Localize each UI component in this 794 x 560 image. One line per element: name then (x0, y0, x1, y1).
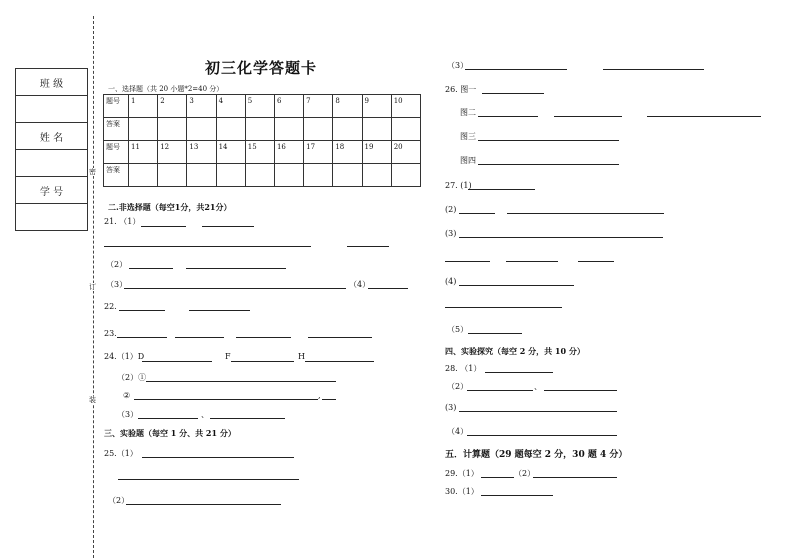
q25-1-label: 25.（1） (104, 449, 138, 458)
q3-label: （3） (447, 61, 469, 70)
q-number: 14 (216, 141, 245, 164)
answer-line[interactable] (478, 140, 619, 141)
answer-cell[interactable] (391, 118, 420, 141)
class-field[interactable] (16, 96, 88, 123)
q21-2-label: （2） (106, 260, 128, 269)
name-field[interactable] (16, 150, 88, 177)
id-label: 学 号 (16, 177, 88, 204)
q24-2b-label: ② (123, 391, 131, 400)
q24-h-label: H (298, 352, 305, 361)
answer-cell[interactable] (129, 164, 158, 187)
answer-cell[interactable] (304, 164, 333, 187)
row-label-question: 题号 (104, 141, 129, 164)
answer-line[interactable] (126, 504, 281, 505)
q-number: 1 (129, 95, 158, 118)
q-number: 8 (333, 95, 362, 118)
q-number: 3 (187, 95, 216, 118)
answer-cell[interactable] (129, 118, 158, 141)
answer-line[interactable] (189, 310, 250, 311)
q27-5-label: （5） (447, 325, 469, 334)
id-field[interactable] (16, 204, 88, 231)
q21-3-label: （3） (106, 280, 128, 289)
q27-2-label: (2) (445, 205, 457, 214)
answer-line[interactable] (481, 495, 553, 496)
answer-cell[interactable] (362, 164, 391, 187)
answer-line[interactable] (210, 418, 285, 419)
q23-label: 23. (104, 329, 117, 338)
answer-line[interactable] (481, 477, 514, 478)
q27-3-label: (3) (445, 229, 457, 238)
answer-cell[interactable] (391, 164, 420, 187)
answer-cell[interactable] (187, 118, 216, 141)
answer-cell[interactable] (187, 164, 216, 187)
answer-cell[interactable] (216, 164, 245, 187)
answer-line[interactable] (322, 399, 336, 400)
q28-2-label: （2） (447, 382, 469, 391)
answer-line[interactable] (647, 116, 761, 117)
q22-label: 22. (104, 302, 117, 311)
fig2-label: 图二 (460, 108, 476, 117)
q-number: 19 (362, 141, 391, 164)
answer-line[interactable] (117, 337, 167, 338)
answer-line[interactable] (482, 93, 544, 94)
answer-line[interactable] (459, 213, 495, 214)
q-number: 12 (158, 141, 187, 164)
q24-2b-comma: , (318, 391, 321, 400)
q-number: 7 (304, 95, 333, 118)
answer-line[interactable] (467, 390, 533, 391)
answer-line[interactable] (118, 479, 299, 480)
answer-line[interactable] (142, 361, 212, 362)
q-number: 20 (391, 141, 420, 164)
answer-line[interactable] (347, 246, 389, 247)
row-label-question: 题号 (104, 95, 129, 118)
answer-line[interactable] (124, 288, 346, 289)
answer-line[interactable] (507, 213, 664, 214)
q-number: 11 (129, 141, 158, 164)
q26-label: 26. 图一 (445, 85, 477, 94)
answer-line[interactable] (459, 237, 663, 238)
q28-2-sep: 、 (534, 382, 542, 391)
section4-heading: 四、实验探究（每空 2 分，共 10 分） (445, 346, 585, 356)
answer-line[interactable] (308, 337, 372, 338)
answer-line[interactable] (138, 418, 198, 419)
answer-cell[interactable] (158, 164, 187, 187)
answer-line[interactable] (445, 307, 562, 308)
q28-4-label: （4） (447, 427, 469, 436)
q28-3-label: (3) (445, 403, 457, 412)
answer-line[interactable] (478, 116, 538, 117)
answer-line[interactable] (465, 69, 567, 70)
answer-cell[interactable] (158, 118, 187, 141)
name-label: 姓 名 (16, 123, 88, 150)
answer-line[interactable] (445, 261, 490, 262)
section1-heading: 一、选择题（共 20 小题*2=40 分） (108, 85, 224, 93)
section2-heading: 二.非选择题（每空1分，共21分） (108, 202, 232, 212)
q29-2-label: （2） (514, 469, 536, 478)
q21-4-label: （4） (349, 280, 371, 289)
answer-line[interactable] (533, 477, 617, 478)
q21-1-label: 21. （1） (104, 217, 141, 226)
student-info-table (15, 68, 88, 231)
answer-line[interactable] (175, 337, 224, 338)
q-number: 10 (391, 95, 420, 118)
answer-line[interactable] (578, 261, 614, 262)
q-number: 15 (245, 141, 274, 164)
answer-line[interactable] (603, 69, 704, 70)
answer-line[interactable] (142, 457, 294, 458)
q24-1-label: 24.（1）D (104, 352, 145, 361)
q28-1-label: 28. （1） (445, 364, 482, 373)
answer-line[interactable] (119, 310, 165, 311)
row-label-answer: 答案 (104, 118, 129, 141)
q-number: 16 (274, 141, 303, 164)
answer-cell[interactable] (216, 118, 245, 141)
answer-line[interactable] (202, 226, 254, 227)
answer-line[interactable] (305, 361, 374, 362)
answer-cell[interactable] (333, 164, 362, 187)
answer-cell[interactable] (333, 118, 362, 141)
fig4-label: 图四 (460, 156, 476, 165)
answer-cell[interactable] (245, 164, 274, 187)
section3-heading: 三、实验题（每空 1 分、共 21 分） (104, 428, 236, 438)
answer-line[interactable] (129, 268, 173, 269)
binding-char-mi: 密 (89, 168, 96, 176)
q27-1-label: 27. (1) (445, 181, 472, 190)
answer-line[interactable] (485, 372, 553, 373)
class-label: 班 级 (16, 69, 88, 96)
q24-2-label: （2）① (117, 373, 147, 382)
answer-cell[interactable] (274, 164, 303, 187)
answer-line[interactable] (478, 164, 619, 165)
q27-4-label: (4) (445, 277, 457, 286)
page-title: 初三化学答题卡 (205, 59, 318, 77)
answer-line[interactable] (459, 411, 617, 412)
answer-line[interactable] (467, 435, 617, 436)
answer-line[interactable] (368, 288, 408, 289)
answer-cell[interactable] (274, 118, 303, 141)
answer-line[interactable] (468, 333, 522, 334)
answer-line[interactable] (104, 246, 311, 247)
q25-2-label: （2） (108, 496, 130, 505)
q30-1-label: 30.（1） (445, 487, 479, 496)
answer-line[interactable] (554, 116, 622, 117)
answer-line[interactable] (236, 337, 291, 338)
answer-cell[interactable] (304, 118, 333, 141)
q24-3-label: （3） (117, 410, 139, 419)
answer-line[interactable] (506, 261, 558, 262)
answer-line[interactable] (468, 189, 535, 190)
choice-answer-grid (103, 94, 421, 187)
q-number: 9 (362, 95, 391, 118)
q-number: 4 (216, 95, 245, 118)
fig3-label: 图三 (460, 132, 476, 141)
q-number: 6 (274, 95, 303, 118)
binding-char-ding: 订 (89, 283, 96, 291)
q-number: 17 (304, 141, 333, 164)
binding-char-zhuang: 装 (89, 396, 96, 404)
q29-1-label: 29.（1） (445, 469, 479, 478)
row-label-answer: 答案 (104, 164, 129, 187)
q-number: 5 (245, 95, 274, 118)
answer-cell[interactable] (245, 118, 274, 141)
answer-line[interactable] (134, 399, 318, 400)
answer-line[interactable] (146, 381, 336, 382)
answer-cell[interactable] (362, 118, 391, 141)
answer-line[interactable] (186, 268, 286, 269)
section5-heading: 五．计算题（29 题每空 2 分，30 题 4 分） (445, 450, 628, 460)
q-number: 2 (158, 95, 187, 118)
q24-3-sep: 、 (201, 410, 209, 419)
q-number: 13 (187, 141, 216, 164)
answer-line[interactable] (544, 390, 617, 391)
q-number: 18 (333, 141, 362, 164)
q24-f-label: F (225, 352, 231, 361)
answer-line[interactable] (141, 226, 186, 227)
answer-line[interactable] (231, 361, 294, 362)
answer-line[interactable] (459, 285, 574, 286)
